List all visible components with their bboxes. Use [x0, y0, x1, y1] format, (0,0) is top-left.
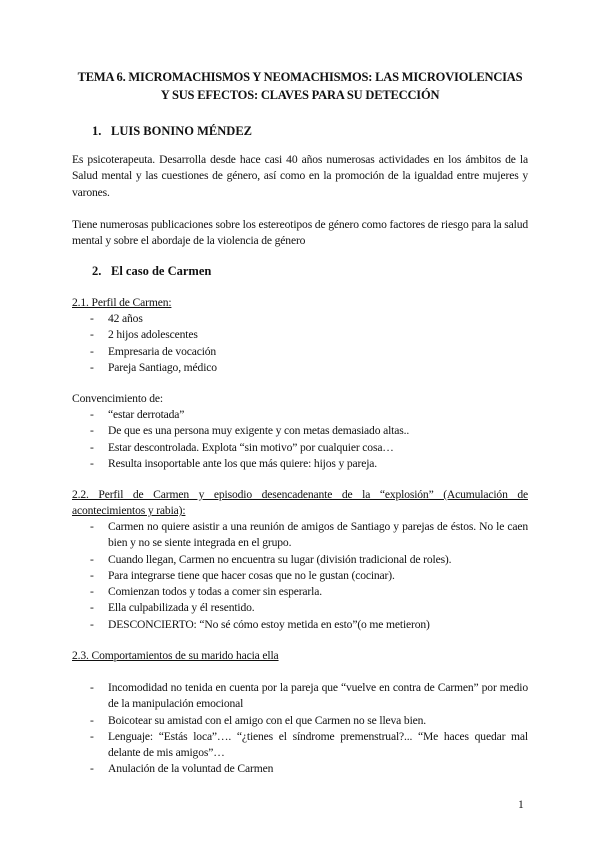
list-item: - Carmen no quiere asistir a una reunión de amigos de Santiago y parejas de éstos. No le caen bien y no se siente integrada en el grupo. — [72, 519, 528, 552]
section-1-heading — [92, 124, 252, 139]
list-item: - De que es una persona muy exigente y con metas demasiado altas.. — [72, 423, 528, 439]
list-item: - Cuando llegan, Carmen no encuentra su lugar (división tradicional de roles). — [72, 552, 528, 568]
subsection-2-2-title: 2.2. Perfil de Carmen y episodio desencadenante de la “explosión” (Acumulación de acontecimientos y rabia): — [72, 488, 528, 518]
section-2-number: 2. — [92, 264, 102, 278]
list-item: - Resulta insoportable ante los que más quiere: hijos y pareja. — [72, 456, 528, 472]
list-item: - DESCONCIERTO: “No sé cómo estoy metida en esto”(o me metieron) — [72, 617, 528, 633]
title-line-2: Y SUS EFECTOS: CLAVES PARA SU DETECCIÓN — [160, 87, 440, 102]
list-item: - Comienzan todos y todas a comer sin esperarla. — [72, 584, 528, 600]
section-1-title: LUIS BONINO MÉNDEZ — [111, 124, 252, 138]
list-item: - Lenguaje: “Estás loca”…. “¿tienes el síndrome premenstrual?... “Me haces quedar mal delante de mis amigos”… — [72, 729, 528, 762]
list-item: - Pareja Santiago, médico — [72, 360, 528, 376]
list-item: - Boicotear su amistad con el amigo con el que Carmen no se lleva bien. — [72, 713, 528, 729]
list-item: - Para integrarse tiene que hacer cosas que no le gustan (cocinar). — [72, 568, 528, 584]
title-line-1: TEMA 6. MICROMACHISMOS Y NEOMACHISMOS: LAS MICROVIOLENCIAS — [77, 70, 523, 84]
section-2-title: El caso de Carmen — [111, 264, 212, 278]
list-item: - Incomodidad no tenida en cuenta por la pareja que “vuelve en contra de Carmen” por medio de la manipulación emocional — [72, 680, 528, 713]
subsection-2-3-title: 2.3. Comportamientos de su marido hacia ella — [72, 649, 279, 662]
convencimiento-list — [72, 407, 528, 472]
list-item: - 42 años — [72, 311, 528, 327]
convencimiento-label: Convencimiento de: — [72, 392, 163, 405]
profile-list — [72, 311, 528, 376]
list-item: - “estar derrotada” — [72, 407, 528, 423]
episode-list — [72, 519, 528, 633]
section-2-heading — [92, 264, 211, 279]
list-item: - Estar descontrolada. Explota “sin motivo” por cualquier cosa… — [72, 440, 528, 456]
bio-paragraph-2: Tiene numerosas publicaciones sobre los estereotipos de género como factores de riesgo para la salud mental y sobre el abordaje de la violencia de género — [72, 218, 528, 248]
behaviour-list — [72, 680, 528, 778]
section-1-number: 1. — [92, 124, 102, 138]
page-number: 1 — [518, 798, 524, 811]
subsection-2-1-title: 2.1. Perfil de Carmen: — [72, 296, 172, 309]
list-item: - 2 hijos adolescentes — [72, 327, 528, 343]
list-item: - Empresaria de vocación — [72, 344, 528, 360]
list-item: - Anulación de la voluntad de Carmen — [72, 761, 528, 777]
document-title — [72, 69, 528, 104]
bio-paragraph-1: Es psicoterapeuta. Desarrolla desde hace casi 40 años numerosas actividades en los ámbitos de la Salud mental y las cuestiones de género, así como en la promoción de la igualdad entre mujeres y varones. — [72, 153, 528, 199]
list-item: - Ella culpabilizada y él resentido. — [72, 600, 528, 616]
